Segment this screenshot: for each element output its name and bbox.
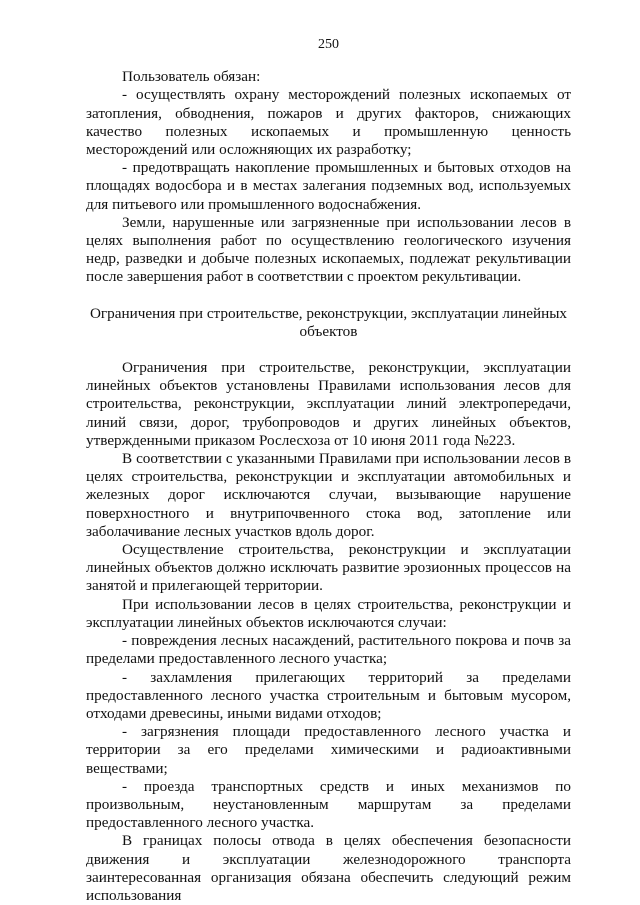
- document-page: [86, 36, 571, 905]
- list-item-pollution: - загрязнения площади предоставленного лесного участка и территории за его пределами химическими и радиоактивными веществами;: [86, 723, 571, 777]
- paragraph-erosion: Осуществление строительства, реконструкции и эксплуатации линейных объектов должно исключать развитие эрозионных процессов на занятой и прилегающей территории.: [86, 541, 571, 595]
- list-item-littering: - захламления прилегающих территорий за пределами предоставленного лесного участка строительным и бытовым мусором, отходами древесины, иными видами отходов;: [86, 668, 571, 722]
- list-item-damage: - повреждения лесных насаждений, растительного покрова и почв за пределами предоставленного лесного участка;: [86, 632, 571, 668]
- section-heading: Ограничения при строительстве, реконструкции, эксплуатации линейных объектов: [89, 304, 568, 340]
- paragraph-right-of-way: В границах полосы отвода в целях обеспечения безопасности движения и эксплуатации железнодорожного транспорта заинтересованная организация обязана обеспечить следующий режим использования: [86, 832, 571, 904]
- paragraph-roads-restrictions: В соответствии с указанными Правилами при использовании лесов в целях строительства, реконструкции и эксплуатации автомобильных и железных дорог исключаются случаи, вызывающие нарушение поверхностного и внутрипочвенного стока вод, затопление или заболачивание лесных участков вдоль дорог.: [86, 450, 571, 540]
- paragraph-prevent-waste: - предотвращать накопление промышленных и бытовых отходов на площадях водосбора и в местах залегания подземных вод, используемых для питьевого или промышленного водоснабжения.: [86, 159, 571, 213]
- paragraph-protect-deposits: - осуществлять охрану месторождений полезных ископаемых от затопления, обводнения, пожаров и других факторов, снижающих качество полезных ископаемых и промышленную ценность месторождений или осложняющих их разработку;: [86, 86, 571, 159]
- paragraph-user-obligations-heading: Пользователь обязан:: [122, 68, 261, 86]
- paragraph-excluded-cases-intro: При использовании лесов в целях строительства, реконструкции и эксплуатации линейных объектов исключаются случаи:: [86, 595, 571, 631]
- paragraph-restrictions-established: Ограничения при строительстве, реконструкции, эксплуатации линейных объектов установлены Правилами использования лесов для строительства, реконструкции, эксплуатации линий электропередачи, линий связи, дорог, трубопроводов и других линейных объектов, утвержденными приказом Рослесхоза от 10 июня 2011 года №223.: [86, 359, 571, 449]
- list-item-vehicle-passage: - проезда транспортных средств и иных механизмов по произвольным, неустановленным маршрутам за пределами предоставленного лесного участка.: [86, 777, 571, 832]
- page-number: 250: [318, 37, 339, 52]
- paragraph-recultivation: Земли, нарушенные или загрязненные при использовании лесов в целях выполнения работ по осуществлению геологического изучения недр, разведки и добыче полезных ископаемых, подлежат рекультивации после завершения работ в соответствии с проектом рекультивации.: [86, 213, 571, 286]
